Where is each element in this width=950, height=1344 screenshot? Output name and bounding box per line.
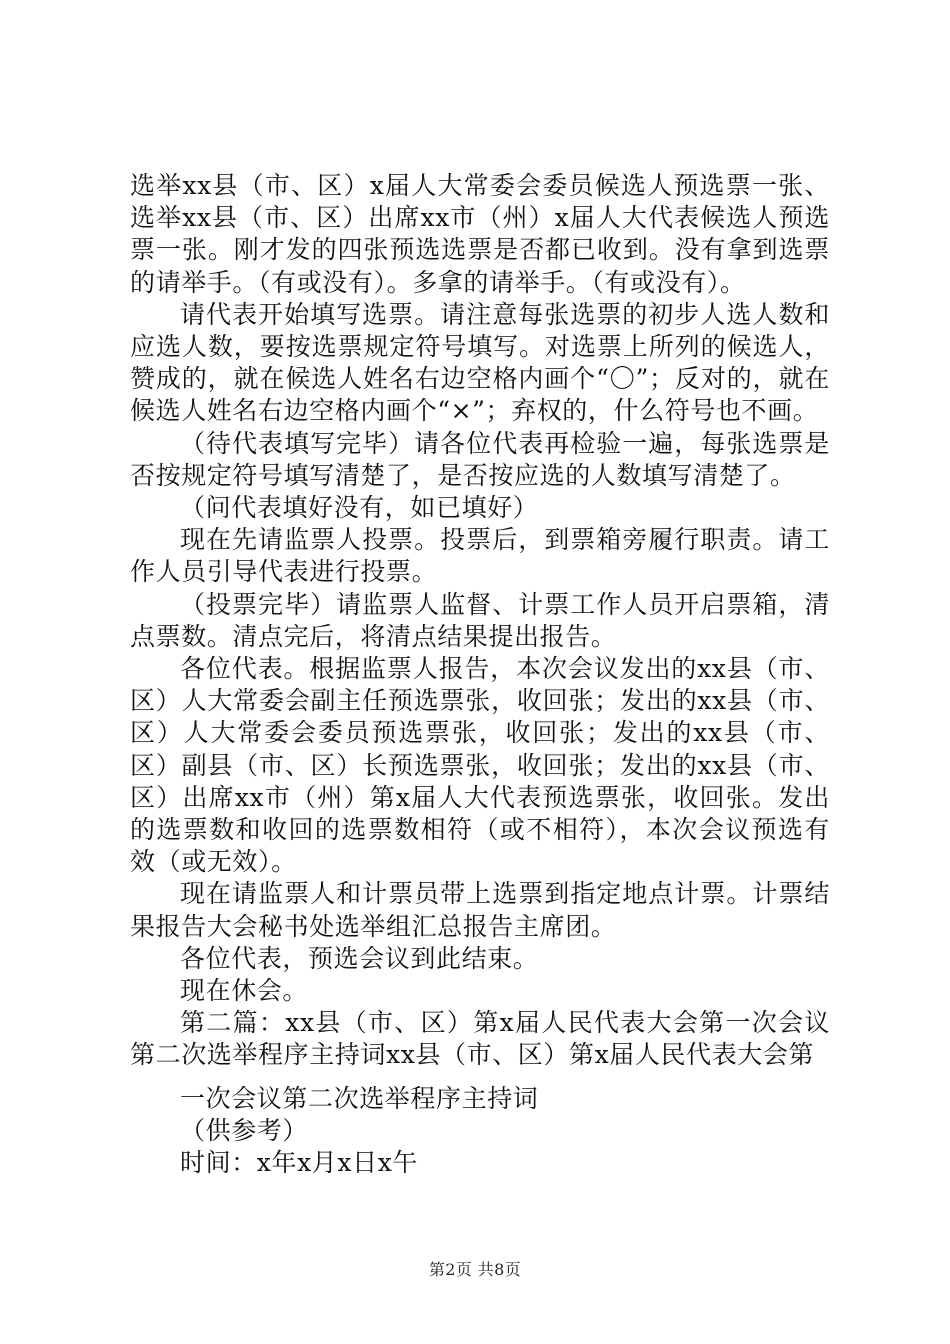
document-body xyxy=(130,170,830,1072)
paragraph: 请代表开始填写选票。请注意每张选票的初步人选人数和应选人数，要按选票规定符号填写。对选票上所列的候选人，赞成的，就在候选人姓名右边空格内画个“〇”；反对的，就在候选人姓名右边空格内画个“×”；弃权的，什么符号也不画。 xyxy=(130,299,830,426)
paragraph: （投票完毕）请监票人监督、计票工作人员开启票箱，清点票数。清点完后，将清点结果提出报告。 xyxy=(130,589,830,651)
paragraph: （待代表填写完毕）请各位代表再检验一遍，每张选票是否按规定符号填写清楚了，是否按应选的人数填写清楚了。 xyxy=(130,428,830,490)
paragraph: 各位代表，预选会议到此结束。 xyxy=(180,943,539,973)
page-number-footer: 第2页 共8页 xyxy=(428,1260,522,1279)
paragraph: 第二篇：xx县（市、区）第x届人民代表大会第一次会议第二次选举程序主持词xx县（市、区）第x届人民代表大会第 xyxy=(130,1008,830,1070)
paragraph: 各位代表。根据监票人报告，本次会议发出的xx县（市、区）人大常委会副主任预选票张，收回张；发出的xx县（市、区）人大常委会委员预选票张，收回张；发出的xx县（市、区）副县（市、区）长预选票张，收回张；发出的xx县（市、区）出席xx市（州）第x届人大代表预选票张，收回张。发出的选票数和收回的选票数相符（或不相符），本次会议预选有效（或无效）。 xyxy=(130,654,830,877)
paragraph: 选举xx县（市、区）x届人大常委会委员候选人预选票一张、选举xx县（市、区）出席xx市（州）x届人大代表候选人预选票一张。刚才发的四张预选选票是否都已收到。没有拿到选票的请举手。（有或没有）。多拿的请举手。（有或没有）。 xyxy=(130,171,830,297)
paragraph: 现在先请监票人投票。投票后，到票箱旁履行职责。请工作人员引导代表进行投票。 xyxy=(130,525,830,587)
paragraph: （问代表填好没有，如已填好） xyxy=(180,493,539,523)
paragraph: 现在请监票人和计票员带上选票到指定地点计票。计票结果报告大会秘书处选举组汇总报告主席团。 xyxy=(130,879,830,941)
tail-line: 一次会议第二次选举程序主持词 xyxy=(180,1084,539,1113)
tail-line: 时间：x年x月x日x午 xyxy=(180,1148,418,1178)
document-tail xyxy=(180,1083,830,1180)
paragraph: 现在休会。 xyxy=(180,976,309,1006)
tail-line: （供参考） xyxy=(180,1116,309,1146)
